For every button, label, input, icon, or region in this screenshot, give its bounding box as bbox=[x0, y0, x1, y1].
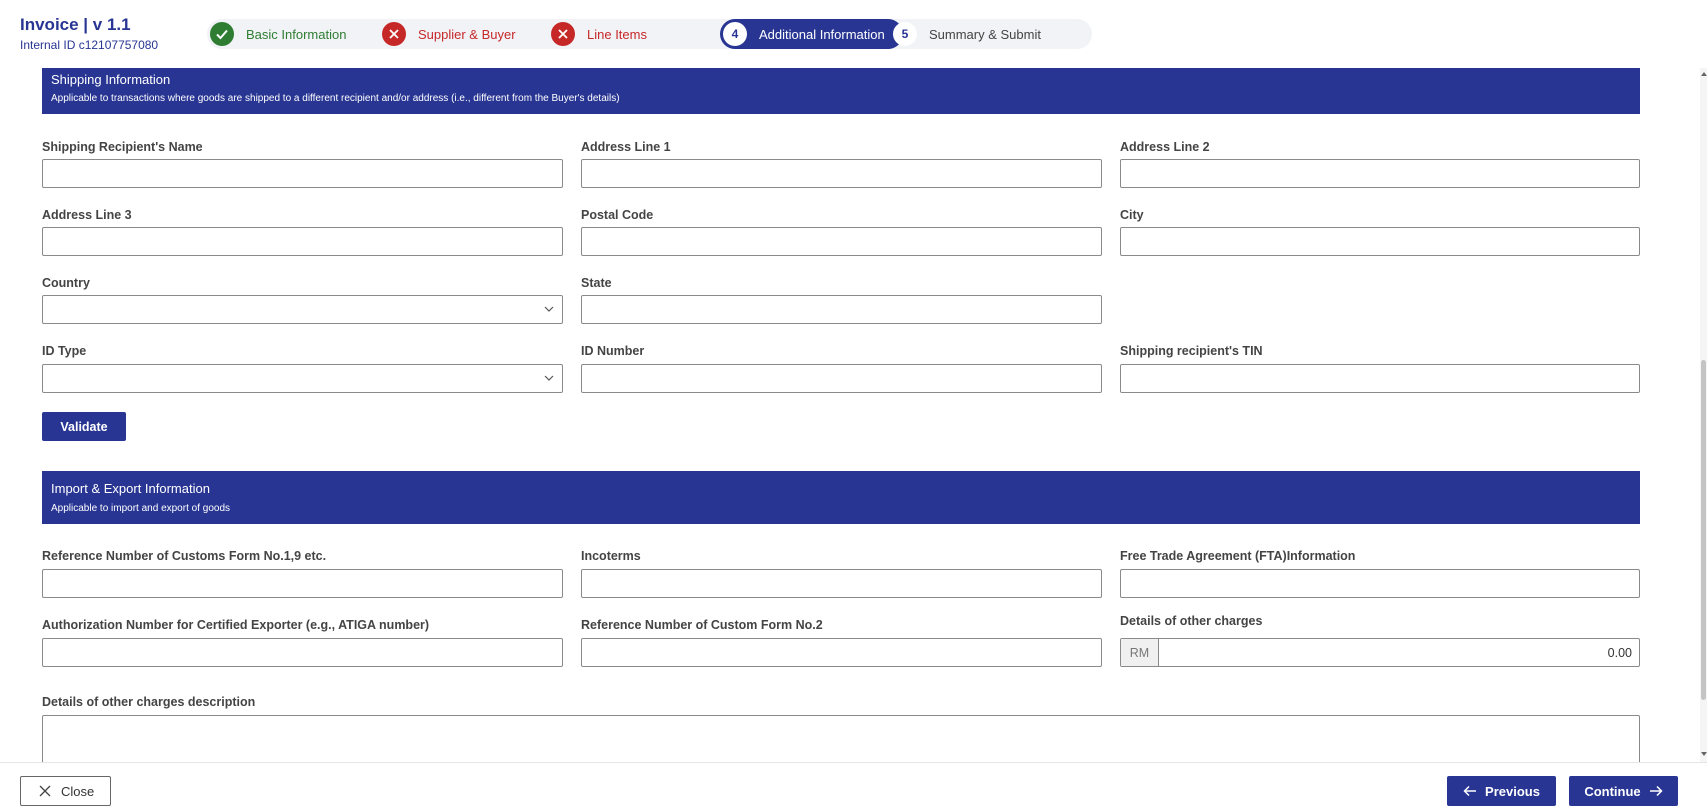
scroll-down-arrow-icon[interactable] bbox=[1701, 752, 1707, 756]
label-other-charges: Details of other charges bbox=[1120, 614, 1263, 628]
step-label: Summary & Submit bbox=[929, 26, 1041, 42]
auth-number-input[interactable] bbox=[42, 638, 563, 667]
label-id-number: ID Number bbox=[581, 344, 645, 358]
label-state: State bbox=[581, 276, 612, 290]
arrow-right-icon bbox=[1649, 785, 1663, 797]
address-line-3-input[interactable] bbox=[42, 227, 563, 256]
recipient-tin-input[interactable] bbox=[1120, 364, 1640, 393]
step-line-items[interactable] bbox=[551, 19, 647, 49]
continue-label: Continue bbox=[1584, 783, 1641, 799]
validate-button[interactable]: Validate bbox=[42, 412, 126, 441]
step-label: Line Items bbox=[587, 26, 647, 42]
step-additional-information[interactable] bbox=[720, 19, 903, 49]
label-address-line-3: Address Line 3 bbox=[42, 208, 132, 222]
chevron-down-icon bbox=[544, 304, 554, 314]
form-content bbox=[0, 68, 1700, 762]
page-title: Invoice | v 1.1 bbox=[20, 15, 131, 34]
postal-code-input[interactable] bbox=[581, 227, 1102, 256]
state-input[interactable] bbox=[581, 295, 1102, 324]
other-charges-input[interactable] bbox=[1120, 638, 1640, 667]
scrollbar-thumb[interactable] bbox=[1701, 360, 1706, 700]
customs-ref-input[interactable] bbox=[42, 569, 563, 598]
step-supplier-buyer[interactable] bbox=[382, 19, 516, 49]
section-title: Shipping Information bbox=[51, 72, 171, 87]
label-address-line-1: Address Line 1 bbox=[581, 140, 671, 154]
import-export-section-header bbox=[42, 471, 1640, 524]
check-icon bbox=[210, 22, 234, 46]
id-number-input[interactable] bbox=[581, 364, 1102, 393]
step-label: Supplier & Buyer bbox=[418, 26, 516, 42]
label-fta: Free Trade Agreement (FTA)Information bbox=[1120, 549, 1356, 563]
fta-input[interactable] bbox=[1120, 569, 1640, 598]
incoterms-input[interactable] bbox=[581, 569, 1102, 598]
shipping-section-header bbox=[42, 68, 1640, 114]
address-line-2-input[interactable] bbox=[1120, 159, 1640, 188]
x-icon bbox=[382, 22, 406, 46]
country-select[interactable] bbox=[42, 295, 563, 324]
step-summary-submit[interactable] bbox=[893, 19, 1041, 49]
close-icon bbox=[39, 785, 51, 797]
section-title: Import & Export Information bbox=[51, 481, 210, 496]
label-recipient-name: Shipping Recipient's Name bbox=[42, 140, 203, 154]
label-id-type: ID Type bbox=[42, 344, 87, 358]
step-basic-information[interactable] bbox=[210, 19, 346, 49]
currency-prefix: RM bbox=[1121, 639, 1159, 666]
footer bbox=[0, 762, 1707, 807]
other-charges-description-textarea[interactable] bbox=[42, 715, 1640, 762]
label-other-charges-description: Details of other charges description bbox=[42, 695, 256, 709]
section-subtitle: Applicable to transactions where goods are shipped to a different recipient and/or address (i.e., different from the Buyer's details) bbox=[51, 93, 620, 104]
label-custom-form-2: Reference Number of Custom Form No.2 bbox=[581, 618, 823, 632]
label-customs-ref: Reference Number of Customs Form No.1,9 etc. bbox=[42, 549, 327, 563]
scroll-up-arrow-icon[interactable] bbox=[1701, 72, 1707, 76]
x-icon bbox=[551, 22, 575, 46]
label-country: Country bbox=[42, 276, 90, 290]
recipient-name-input[interactable] bbox=[42, 159, 563, 188]
previous-button[interactable] bbox=[1447, 776, 1556, 806]
step-label: Basic Information bbox=[246, 26, 347, 42]
city-input[interactable] bbox=[1120, 227, 1640, 256]
id-type-select[interactable] bbox=[42, 364, 563, 393]
close-button[interactable] bbox=[20, 776, 111, 806]
close-label: Close bbox=[61, 783, 95, 799]
step-number: 4 bbox=[723, 22, 747, 46]
continue-button[interactable] bbox=[1569, 776, 1678, 806]
label-city: City bbox=[1120, 208, 1144, 222]
custom-form-2-input[interactable] bbox=[581, 638, 1102, 667]
step-number: 5 bbox=[893, 22, 917, 46]
stepper bbox=[207, 19, 1092, 49]
chevron-down-icon bbox=[544, 373, 554, 383]
previous-label: Previous bbox=[1485, 783, 1540, 799]
other-charges-value: 0.00 bbox=[1607, 645, 1632, 660]
label-recipient-tin: Shipping recipient's TIN bbox=[1120, 344, 1263, 358]
section-subtitle: Applicable to import and export of goods bbox=[51, 503, 230, 514]
label-postal-code: Postal Code bbox=[581, 208, 654, 222]
internal-id: Internal ID c12107757080 bbox=[20, 38, 159, 52]
arrow-left-icon bbox=[1463, 785, 1477, 797]
label-auth-number: Authorization Number for Certified Exporter (e.g., ATIGA number) bbox=[42, 618, 430, 632]
step-label: Additional Information bbox=[759, 26, 885, 42]
label-address-line-2: Address Line 2 bbox=[1120, 140, 1210, 154]
label-incoterms: Incoterms bbox=[581, 549, 641, 563]
header bbox=[0, 0, 1707, 68]
address-line-1-input[interactable] bbox=[581, 159, 1102, 188]
